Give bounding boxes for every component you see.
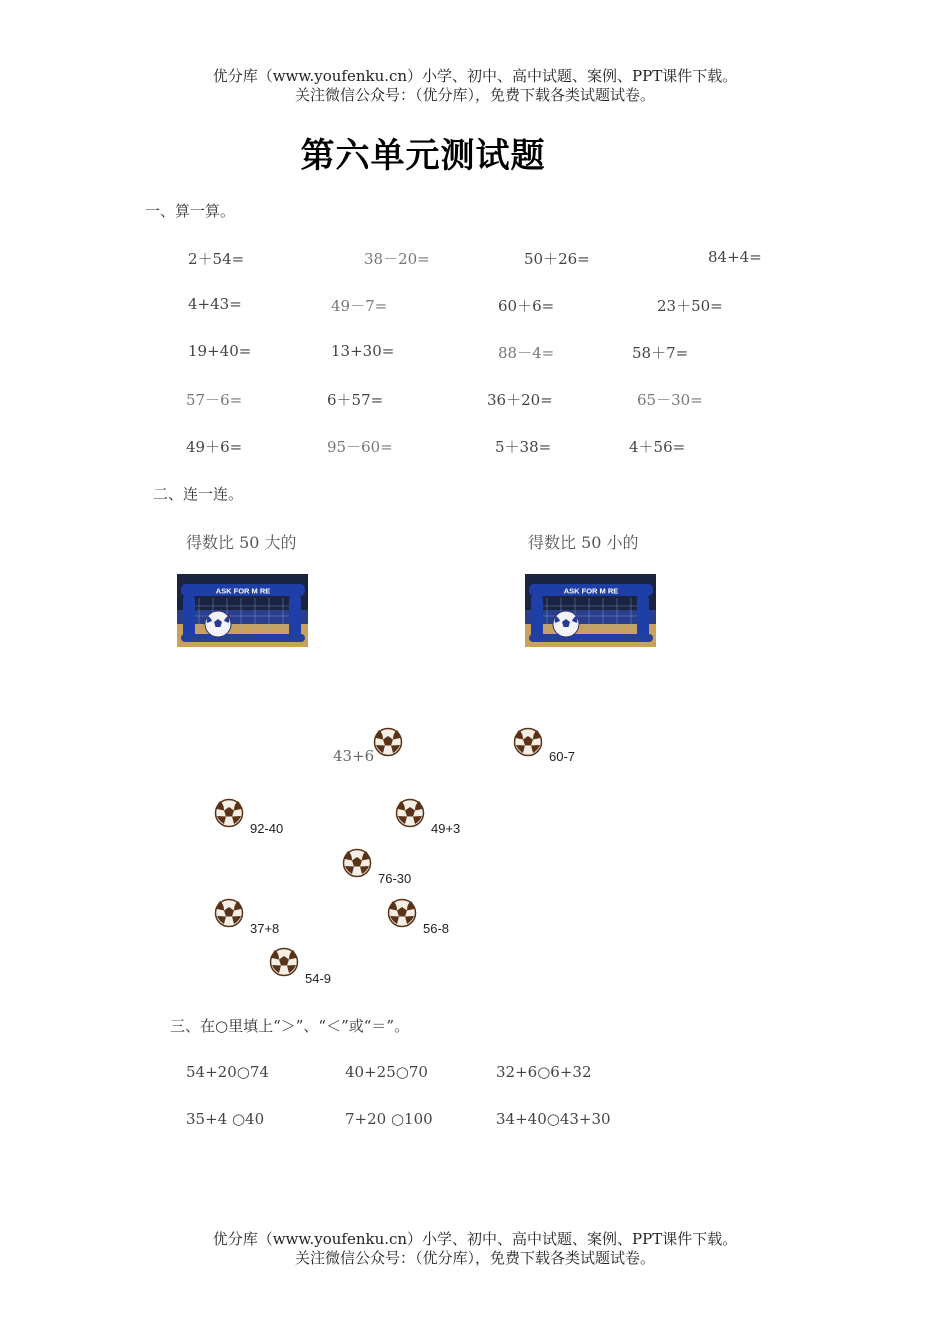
ball-item-label: 56-8 (423, 921, 450, 936)
label-greater-than-50: 得数比 50 大的 (186, 533, 297, 552)
header-line-1: 优分库（www.youfenku.cn）小学、初中、高中试题、案例、PPT课件下载。 (212, 67, 738, 85)
compare-item[interactable]: 7+20 ○100 (345, 1110, 433, 1128)
calc-item: 84+4= (708, 248, 762, 266)
calc-item: 95－60= (327, 438, 393, 456)
goal-image-left (177, 574, 308, 647)
compare-item[interactable]: 54+20○74 (186, 1063, 269, 1081)
ball-item-label: 76-30 (378, 871, 412, 886)
footer-line-2: 关注微信公众号：（优分库），免费下载各类试题试卷。 (294, 1249, 655, 1267)
compare-item[interactable]: 40+25○70 (345, 1063, 428, 1081)
ball-item-label: 54-9 (305, 971, 332, 986)
ball-item-label: 92-40 (250, 821, 284, 836)
ball-item-label: 60-7 (549, 749, 576, 764)
calc-item: 5＋38= (495, 438, 552, 456)
ball-item-label: 37+8 (250, 921, 280, 936)
soccer-ball-icon[interactable] (214, 898, 244, 928)
calc-item: 49＋6= (186, 438, 243, 456)
compare-item[interactable]: 32+6○6+32 (496, 1063, 592, 1081)
header-line-2: 关注微信公众号：（优分库），免费下载各类试题试卷。 (294, 86, 655, 104)
calc-item: 60＋6= (498, 297, 555, 315)
footer-line-1: 优分库（www.youfenku.cn）小学、初中、高中试题、案例、PPT课件下载。 (212, 1230, 738, 1248)
label-less-than-50: 得数比 50 小的 (528, 533, 639, 552)
calc-item: 57－6= (186, 391, 243, 409)
calc-item: 19+40= (188, 342, 252, 360)
calc-item: 6＋57= (327, 391, 384, 409)
calc-item: 65－30= (637, 391, 703, 409)
compare-item[interactable]: 35+4 ○40 (186, 1110, 265, 1128)
soccer-ball-icon[interactable] (387, 898, 417, 928)
calc-item: 50＋26= (524, 250, 590, 268)
goal-text: ASK FOR M RE (215, 586, 271, 596)
soccer-ball-icon[interactable] (214, 798, 244, 828)
calc-item: 58＋7= (632, 344, 689, 362)
calc-item: 49－7= (331, 297, 388, 315)
ball-item-label: 49+3 (431, 821, 461, 836)
calc-item: 4＋56= (629, 438, 686, 456)
section-1-heading: 一、算一算。 (145, 202, 236, 220)
calc-item: 4+43= (188, 295, 242, 313)
calc-item: 88－4= (498, 344, 555, 362)
soccer-ball-icon[interactable] (269, 947, 299, 977)
section-2-heading: 二、连一连。 (153, 485, 244, 503)
compare-item[interactable]: 34+40○43+30 (496, 1110, 611, 1128)
calc-item: 38－20= (364, 250, 430, 268)
soccer-ball-icon[interactable] (373, 727, 403, 757)
calc-item: 2＋54= (188, 250, 245, 268)
page-title: 第六单元测试题 (300, 136, 546, 176)
soccer-ball-icon[interactable] (513, 727, 543, 757)
ball-item-label: 43+6 (333, 747, 375, 765)
calc-item: 23＋50= (657, 297, 723, 315)
calc-item: 36＋20= (487, 391, 553, 409)
soccer-ball-icon[interactable] (342, 848, 372, 878)
goal-text: ASK FOR M RE (563, 586, 619, 596)
calc-item: 13+30= (331, 342, 395, 360)
soccer-ball-icon[interactable] (395, 798, 425, 828)
section-3-heading: 三、在○里填上“＞”、“＜”或“＝”。 (170, 1017, 410, 1035)
goal-image-right (525, 574, 656, 647)
